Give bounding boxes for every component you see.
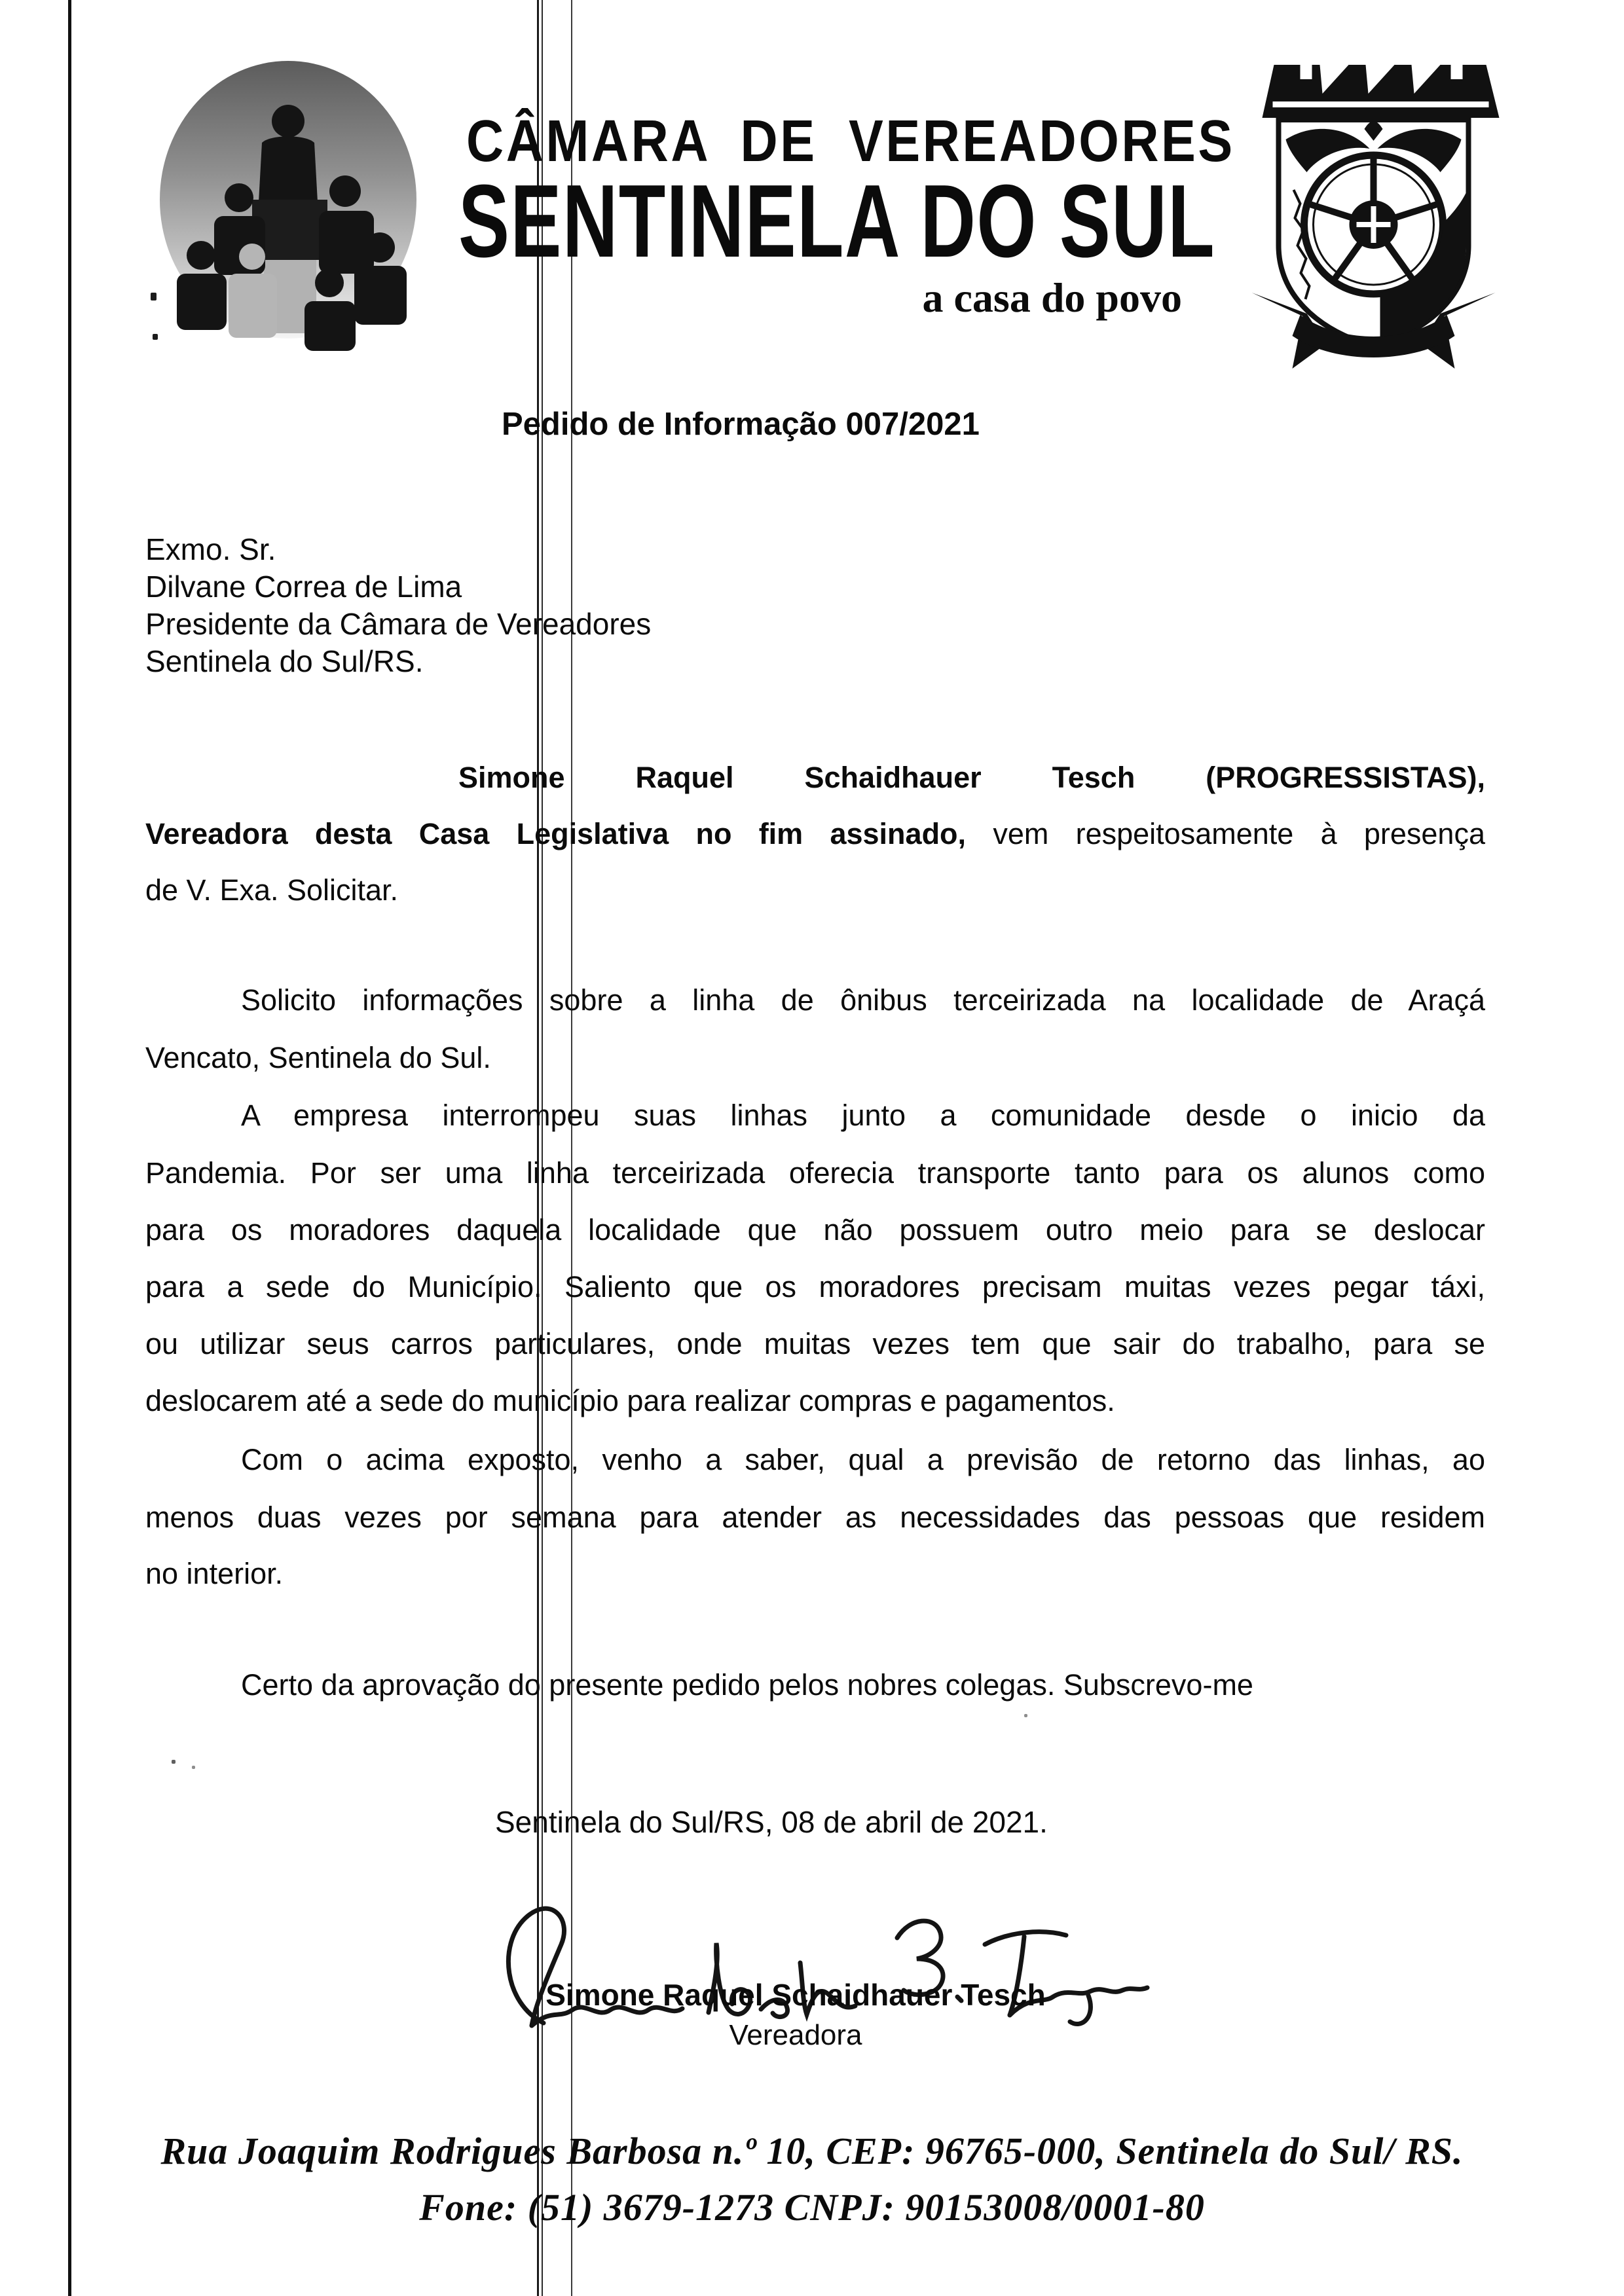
signature-scrawl <box>498 1897 1192 2035</box>
org-name-line1: CÂMARA DE VEREADORES <box>466 109 1235 174</box>
municipal-coat-of-arms <box>1225 56 1536 386</box>
body-line: ou utilizar seus carros particulares, onde muitas vezes tem que sair do trabalho, para se <box>145 1327 1485 1360</box>
body-line: no interior. <box>145 1557 284 1590</box>
body-line: de V. Exa. Solicitar. <box>145 873 399 907</box>
signer-role: Vereadora <box>729 2019 862 2051</box>
scan-speck <box>172 1760 175 1764</box>
body-line: Simone Raquel Schaidhauer Tesch (PROGRESSISTAS), <box>458 761 1485 794</box>
org-tagline: a casa do povo <box>922 274 1182 321</box>
body-line: Vencato, Sentinela do Sul. <box>145 1041 491 1074</box>
addressee-name: Dilvane Correa de Lima <box>145 570 462 604</box>
body-line: A empresa interrompeu suas linhas junto a comunidade desde o inicio da <box>241 1099 1485 1132</box>
signer-name: Simone Raquel Schaidhauer Tesch <box>545 1978 1046 2012</box>
body-line: Pandemia. Por ser uma linha terceirizada oferecia transporte tanto para os alunos como <box>145 1156 1485 1190</box>
body-line-bold-part: Vereadora desta Casa Legislativa no fim assinado, <box>145 817 967 850</box>
scan-speck <box>1024 1714 1027 1717</box>
body-line-normal-part: vem respeitosamente à presença <box>993 817 1485 850</box>
scan-speck <box>192 1766 195 1769</box>
body-line: para a sede do Município. Saliento que os moradores precisam muitas vezes pegar táxi, <box>145 1270 1485 1303</box>
body-line: Solicito informações sobre a linha de ônibus terceirizada na localidade de Araçá <box>241 983 1485 1017</box>
body-line: para os moradores daquela localidade que não possuem outro meio para se deslocar <box>145 1213 1485 1247</box>
scan-artifact-left-line <box>68 0 71 2296</box>
footer-phone-cnpj: Fone: (51) 3679-1273 CNPJ: 90153008/0001-80 <box>419 2186 1205 2229</box>
closing-line: Certo da aprovação do presente pedido pelos nobres colegas. Subscrevo-me <box>241 1668 1253 1702</box>
body-line: menos duas vezes por semana para atender as necessidades das pessoas que residem <box>145 1501 1485 1534</box>
addressee-role: Presidente da Câmara de Vereadores <box>145 607 652 641</box>
org-name-line2: SENTINELA DO SUL <box>458 164 1216 279</box>
body-line: deslocarem até a sede do município para realizar compras e pagamentos. <box>145 1384 1115 1417</box>
document-title: Pedido de Informação 007/2021 <box>502 407 980 442</box>
body-line: Com o acima exposto, venho a saber, qual a previsão de retorno das linhas, ao <box>241 1443 1485 1476</box>
people-assembly-logo <box>154 59 422 354</box>
date-line: Sentinela do Sul/RS, 08 de abril de 2021. <box>495 1805 1048 1839</box>
body-line <box>145 816 1485 852</box>
footer-address: Rua Joaquim Rodrigues Barbosa n.º 10, CEP: 96765-000, Sentinela do Sul/ RS. <box>160 2130 1464 2172</box>
addressee-city: Sentinela do Sul/RS. <box>145 644 424 678</box>
addressee-salutation: Exmo. Sr. <box>145 532 276 566</box>
